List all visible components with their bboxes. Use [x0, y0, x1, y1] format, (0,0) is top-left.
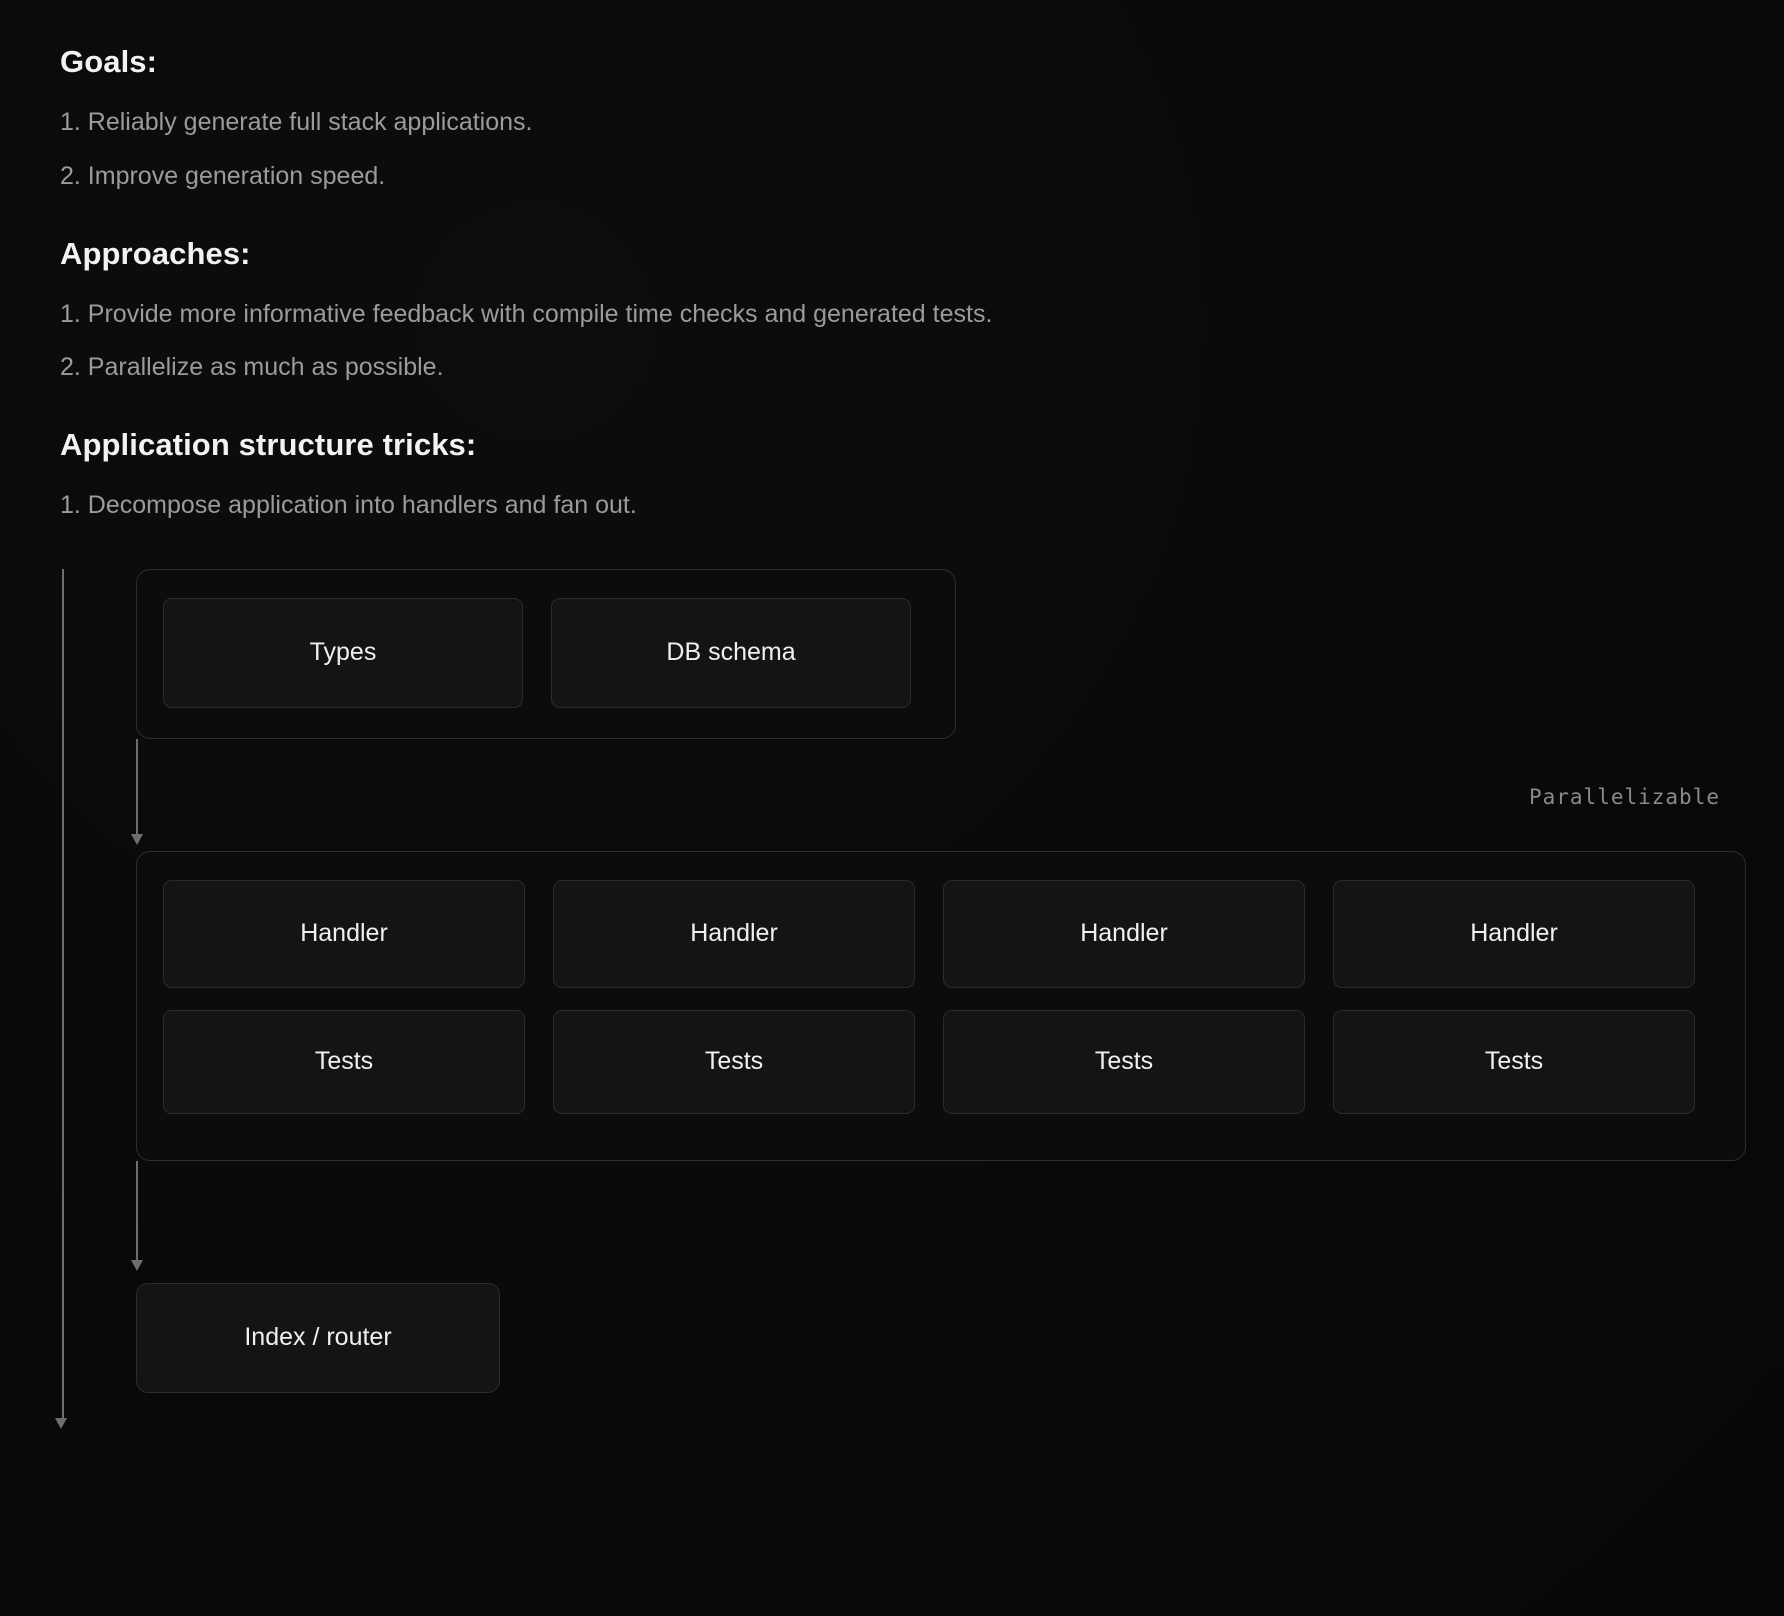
- parallelizable-group: [136, 851, 1746, 1161]
- node-types[interactable]: Types: [163, 598, 523, 708]
- diagram-spine-arrow-icon: [55, 1418, 67, 1429]
- page-title-goals: Goals:: [60, 44, 158, 79]
- application-structure-item-1: 1. Decompose application into handlers and fan out.: [60, 491, 637, 519]
- section-application-structure-tricks: [60, 427, 1724, 523]
- node-tests-4[interactable]: Tests: [1333, 1010, 1695, 1114]
- page-title-application-structure: Application structure tricks:: [60, 427, 477, 462]
- approaches-item-1: 1. Provide more informative feedback with compile time checks and generated tests.: [60, 299, 993, 328]
- connector-arrow-icon-2: [131, 1260, 143, 1271]
- node-handler-2[interactable]: Handler: [553, 880, 915, 988]
- node-handler-1[interactable]: Handler: [163, 880, 525, 988]
- node-handler-3[interactable]: Handler: [943, 880, 1305, 988]
- page-title-approaches: Approaches:: [60, 235, 251, 271]
- diagram-spine-line: [62, 569, 64, 1424]
- node-handler-4[interactable]: Handler: [1333, 880, 1695, 988]
- node-index-router[interactable]: Index / router: [136, 1283, 500, 1393]
- node-db-schema[interactable]: DB schema: [551, 598, 911, 708]
- connector-foundation-to-handlers: [136, 739, 138, 835]
- section-goals: [60, 44, 1724, 194]
- parallelizable-label: Parallelizable: [1528, 784, 1720, 809]
- goals-item-2: 2. Improve generation speed.: [60, 161, 386, 190]
- connector-handlers-to-router: [136, 1161, 138, 1261]
- architecture-diagram: [60, 569, 1724, 1449]
- node-tests-1[interactable]: Tests: [163, 1010, 525, 1114]
- approaches-item-2: 2. Parallelize as much as possible.: [60, 353, 444, 382]
- connector-arrow-icon: [131, 834, 143, 845]
- node-tests-3[interactable]: Tests: [943, 1010, 1305, 1114]
- node-tests-2[interactable]: Tests: [553, 1010, 915, 1114]
- goals-item-1: 1. Reliably generate full stack applications.: [60, 108, 533, 136]
- section-approaches: [60, 236, 1724, 386]
- foundation-group: [136, 569, 956, 739]
